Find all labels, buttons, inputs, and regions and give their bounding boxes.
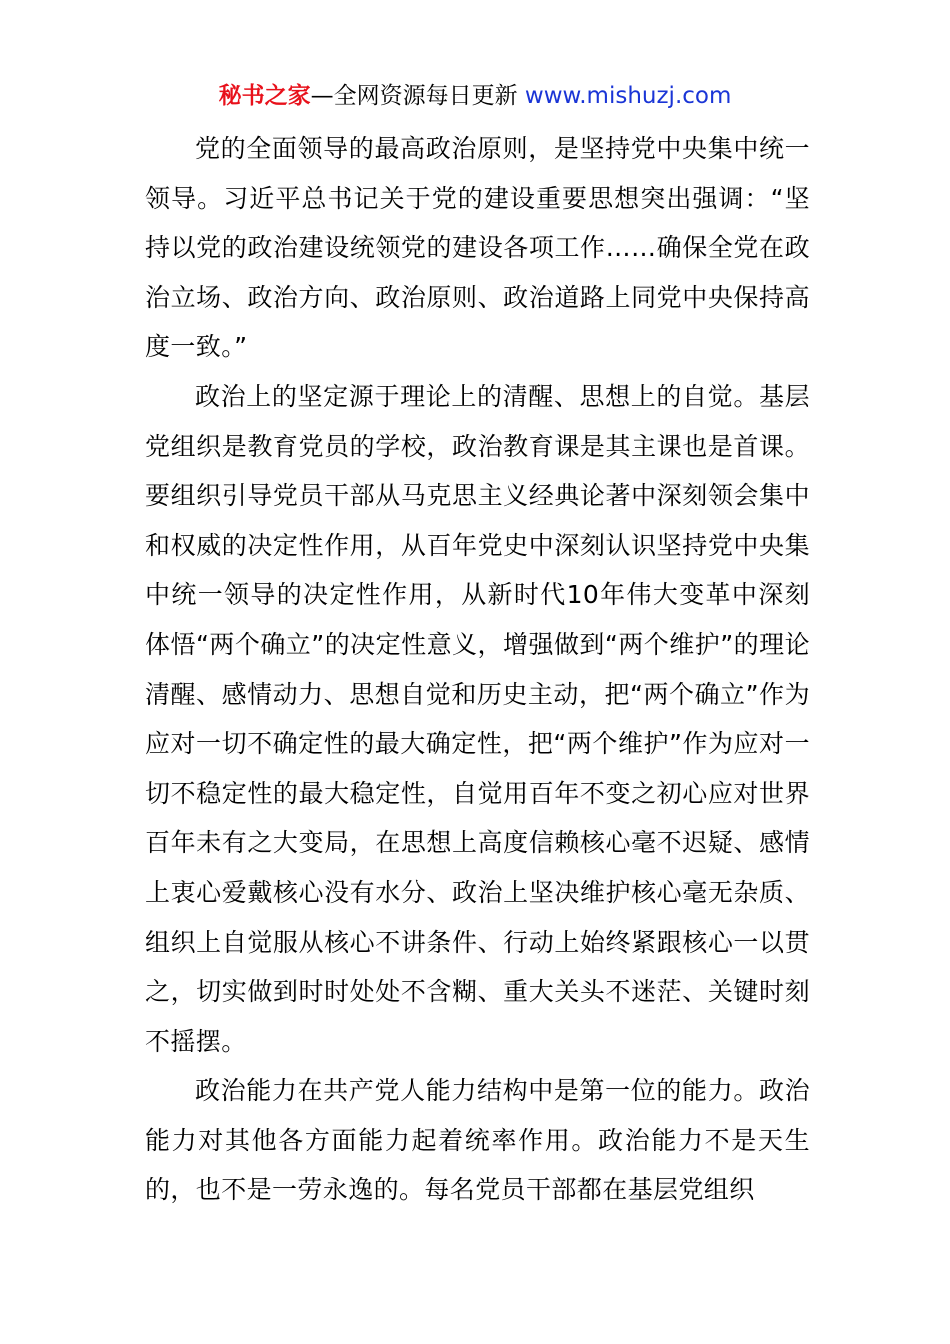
site-brand: 秘书之家 <box>218 83 311 109</box>
paragraph-3: 政治能力在共产党人能力结构中是第一位的能力。政治能力对其他各方面能力起着统率作用。政治能力不是天生的，也不是一劳永逸的。每名党员干部都在基层党组织 <box>145 1076 810 1205</box>
site-tagline: —全网资源每日更新 <box>310 83 518 109</box>
site-url-link[interactable]: www.mishuzj.com <box>524 83 732 109</box>
site-header <box>0 80 950 112</box>
paragraph-2: 政治上的坚定源于理论上的清醒、思想上的自觉。基层党组织是教育党员的学校，政治教育课是其主课也是首课。要组织引导党员干部从马克思主义经典论著中深刻领会集中和权威的决定性作用，从百年党史中深刻认识坚持党中央集中统一领导的决定性作用，从新时代10年伟大变革中深刻体悟“两个确立”的决定性意义，增强做到“两个维护”的理论清醒、感情动力、思想自觉和历史主动，把“两个确立”作为应对一切不确定性的最大确定性，把“两个维护”作为应对一切不稳定性的最大稳定性，自觉用百年不变之初心应对世界百年未有之大变局，在思想上高度信赖核心毫不迟疑、感情上衷心爱戴核心没有水分、政治上坚决维护核心毫无杂质、组织上自觉服从核心不讲条件、行动上始终紧跟核心一以贯之，切实做到时时处处不含糊、重大关头不迷茫、关键时刻不摇摆。 <box>145 381 810 1056</box>
paragraph-1: 党的全面领导的最高政治原则，是坚持党中央集中统一领导。习近平总书记关于党的建设重要思想突出强调：“坚持以党的政治建设统领党的建设各项工作……确保全党在政治立场、政治方向、政治原则、政治道路上同党中央保持高度一致。” <box>145 134 810 362</box>
document-body <box>145 124 810 1215</box>
